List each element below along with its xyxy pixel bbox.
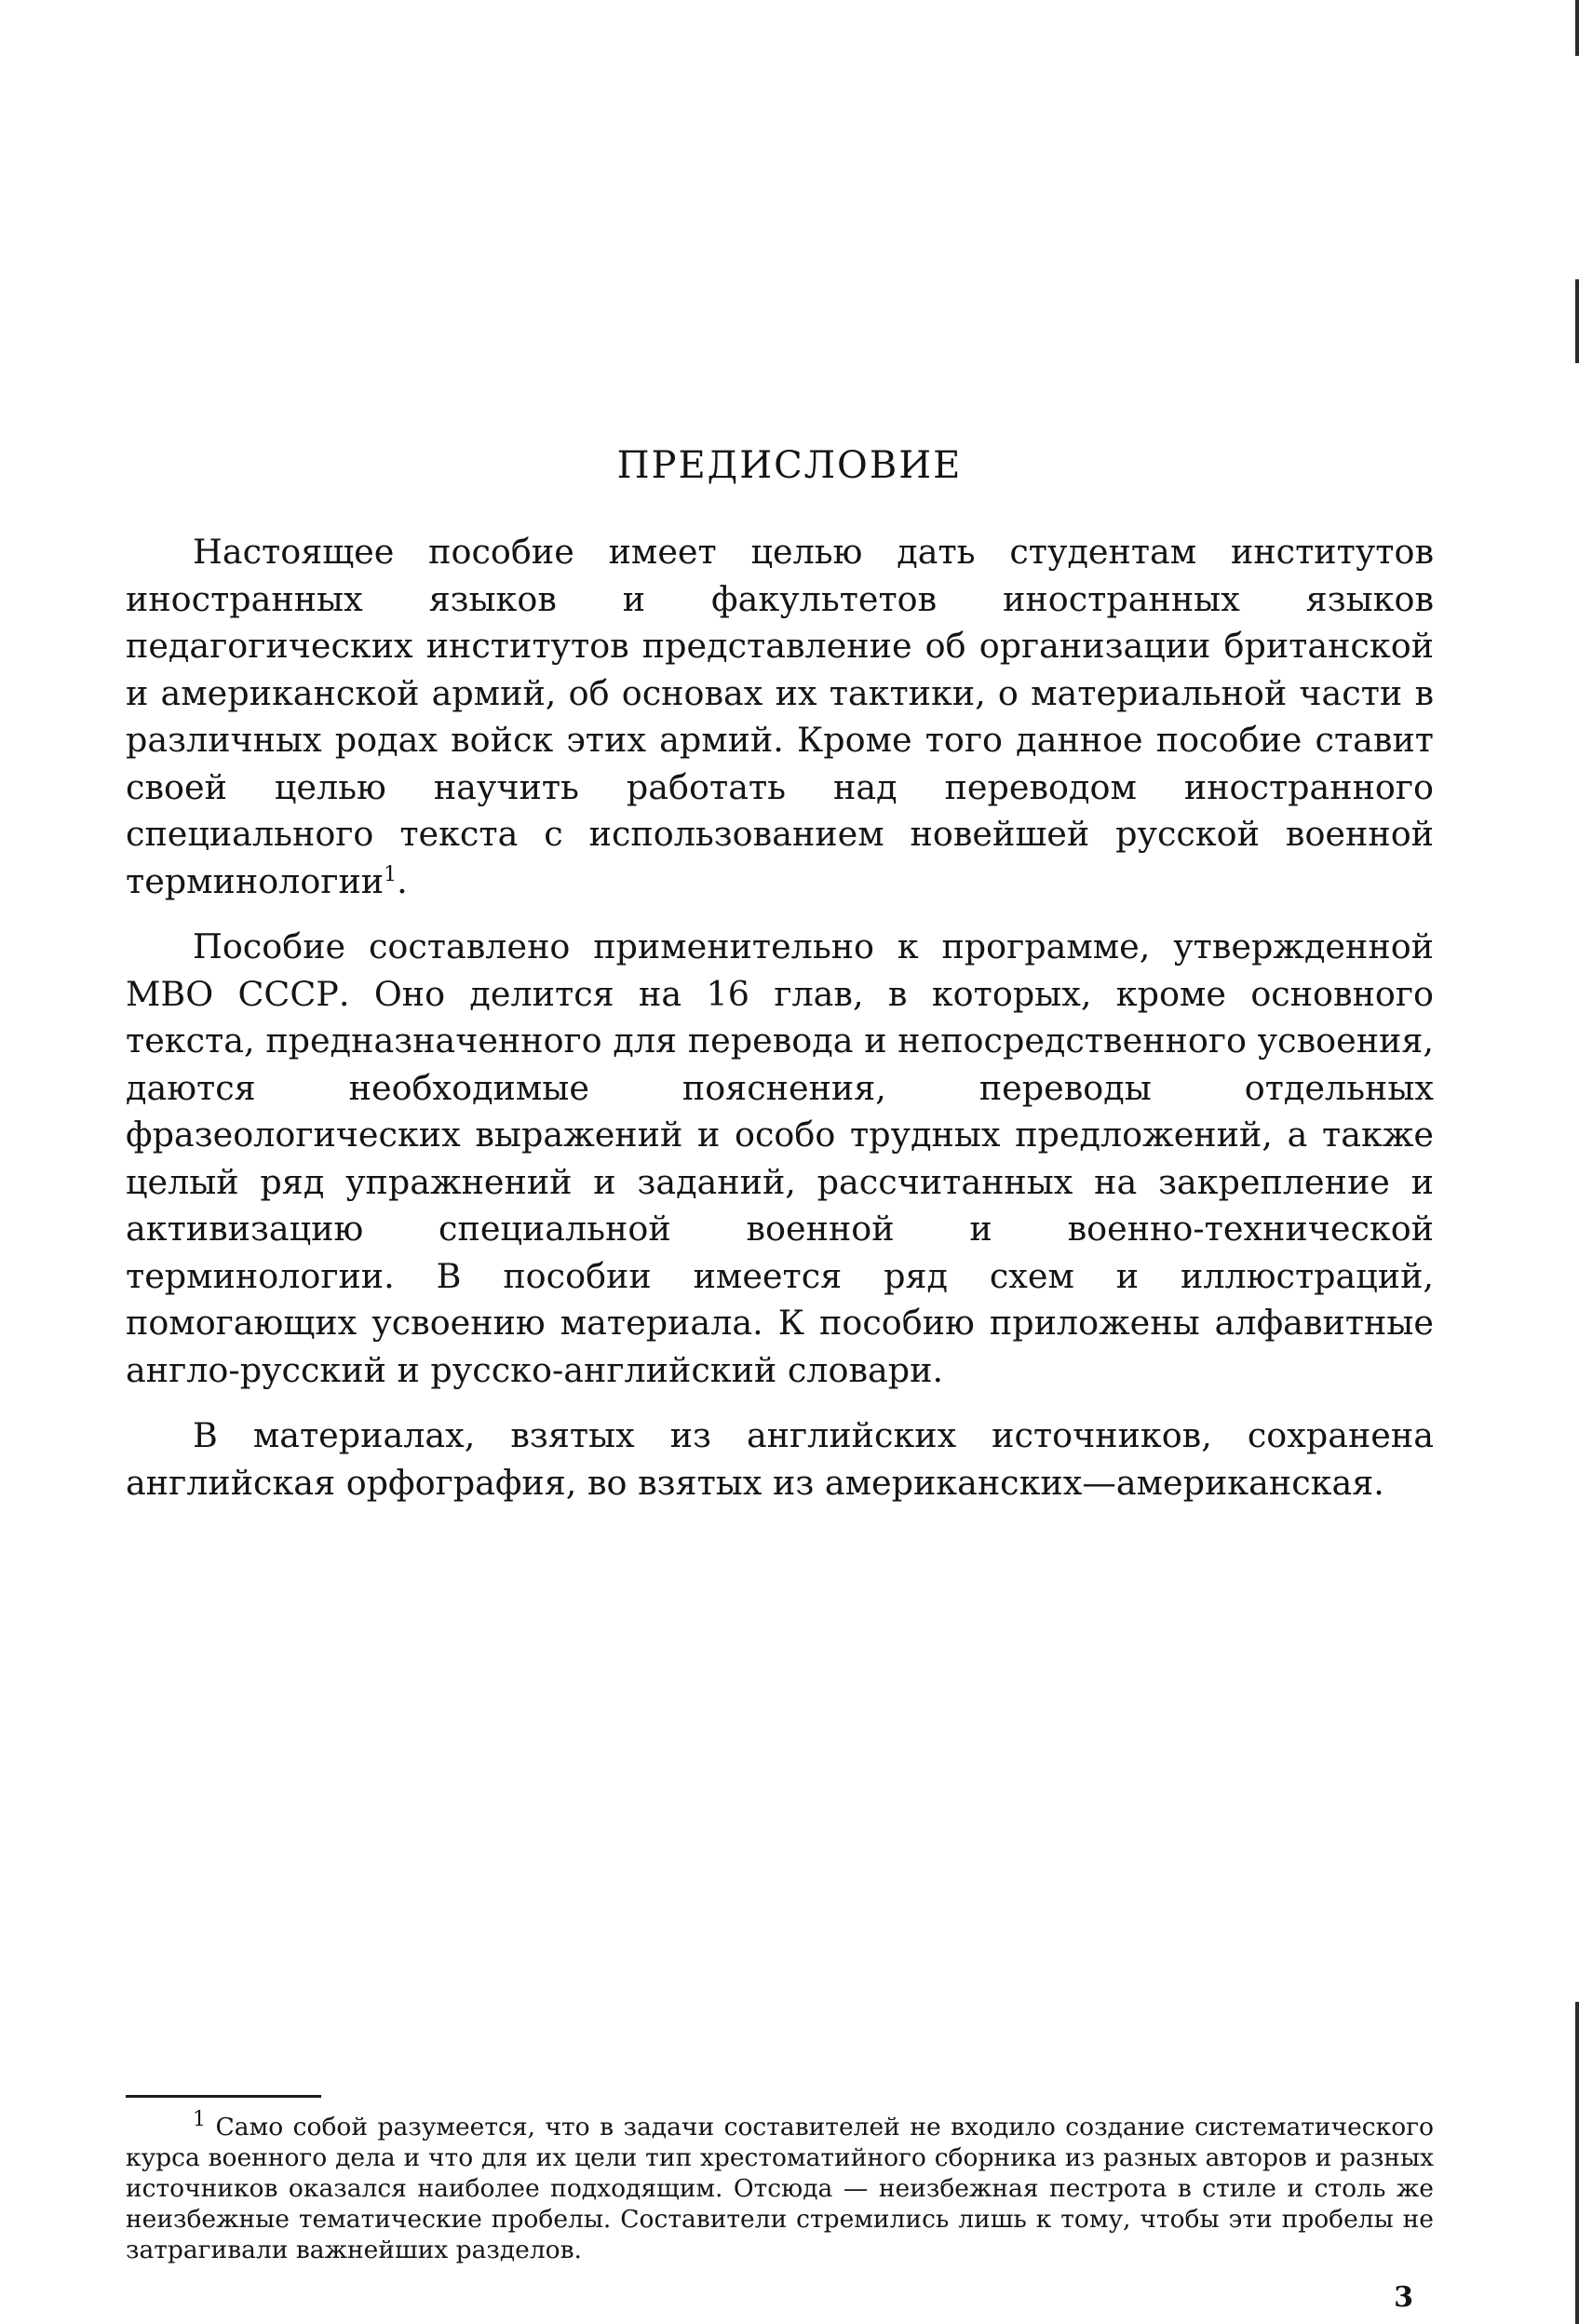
paragraph-intro-text: Настоящее пособие имеет целью дать студентам институтов иностранных языков и факультетов иностранных языков педагогических институтов представление об организации британской и американской армий, об основах их тактики, о материальной части в различных родах войск этих армий. Кроме того данное пособие ставит своей целью научить работать над переводом иностранного специального текста с использованием новейшей русской военной терминологии: [126, 532, 1434, 901]
scan-edge-mark: [1575, 279, 1579, 363]
footnote-marker: 1: [193, 2108, 206, 2132]
paragraph-intro-period: .: [397, 860, 408, 901]
scan-edge-mark: [1575, 0, 1579, 56]
paragraph-intro: [126, 529, 1434, 905]
page-number: 3: [1394, 2281, 1413, 2314]
footnote-reference: 1: [384, 862, 398, 886]
page-title: ПРЕДИСЛОВИЕ: [616, 444, 963, 487]
scan-edge-mark: [1575, 2002, 1579, 2324]
footnote-divider: [126, 2095, 321, 2098]
paragraph-structure: Пособие составлено применительно к программе, утвержденной МВО СССР. Оно делится на 16 глав, в которых, кроме основного текста, предназначенного для перевода и непосредственного усвоения, даются необходимые пояснения, переводы отдельных фразеологических выражений и особо трудных предложений, а также целый ряд упражнений и заданий, рассчитанных на закрепление и активизацию специальной военной и военно-технической терминологии. В пособии имеется ряд схем и иллюстраций, помогающих усвоению материала. К пособию приложены алфавитные англо-русский и русско-английский словари.: [126, 926, 1434, 1390]
preface-body: [126, 529, 1434, 1525]
footnote: [126, 2108, 1434, 2265]
footnote-text: Само собой разумеется, что в задачи составителей не входило создание систематического курса военного дела и что для их цели тип хрестоматийного сборника из разных авторов и разных источников оказался наиболее подходящим. Отсюда — неизбежная пестрота в стиле и столь же неизбежные тематические пробелы. Составители стремились лишь к тому, чтобы эти пробелы не затрагивали важнейших разделов.: [126, 2113, 1434, 2264]
paragraph-orthography: В материалах, взятых из английских источников, сохранена английская орфография, во взятых из американских—американская.: [126, 1415, 1434, 1503]
